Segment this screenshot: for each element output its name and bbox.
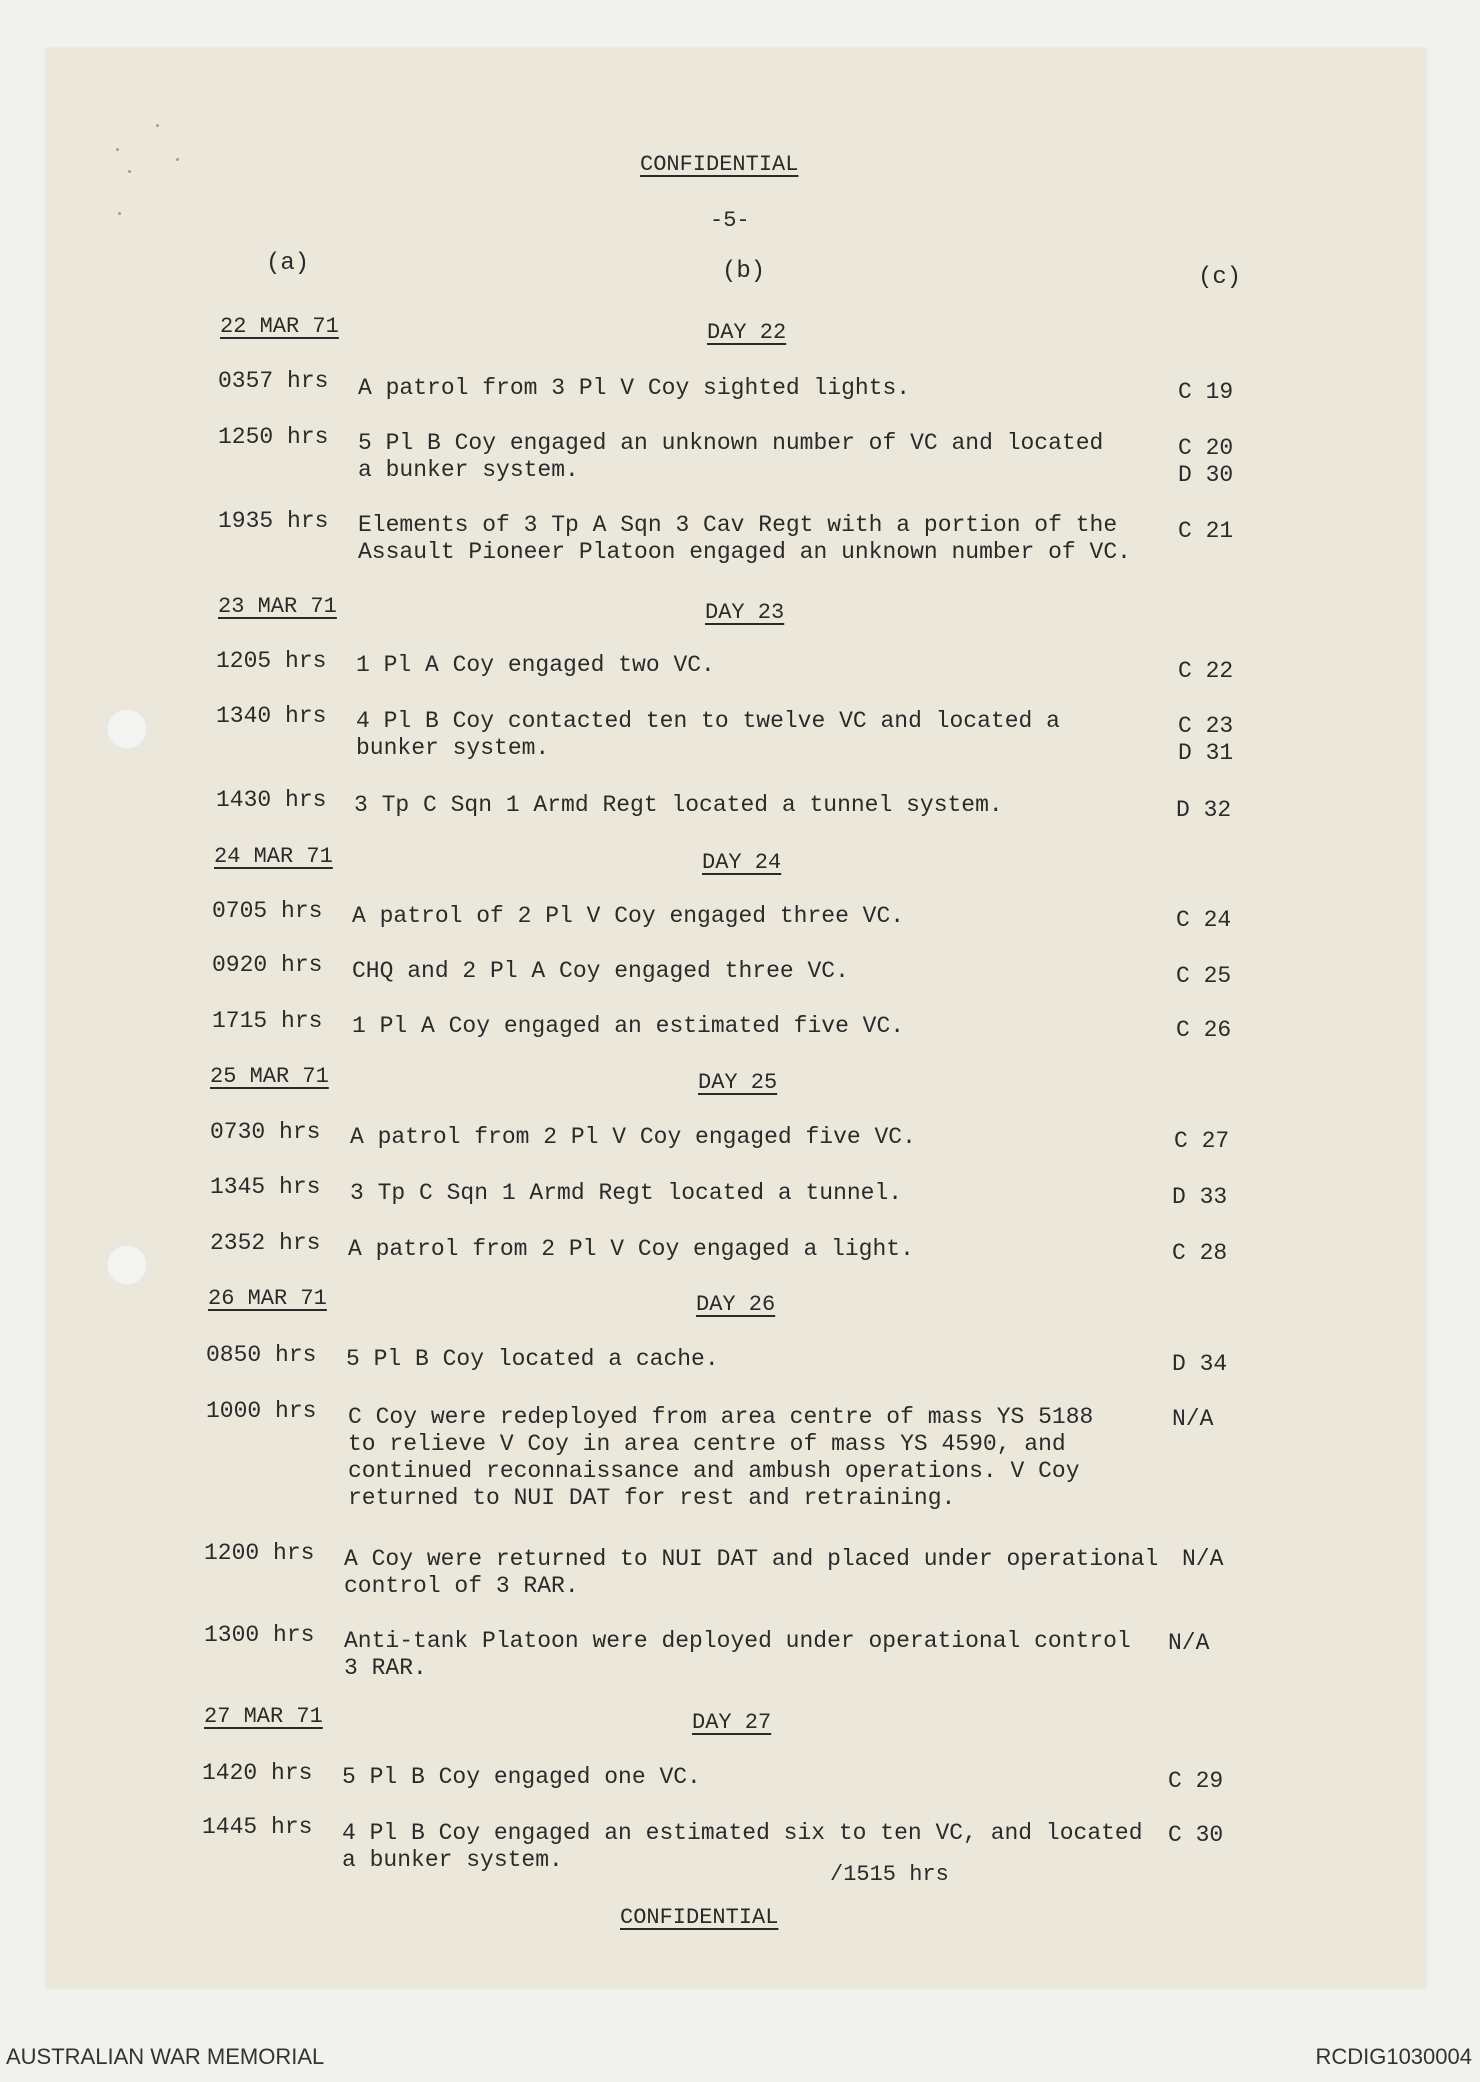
header-classification: CONFIDENTIAL — [640, 152, 799, 177]
entry-time: 0705 hrs — [212, 898, 323, 924]
entry-date: 23 MAR 71 — [218, 594, 337, 619]
entry-text: A patrol from 2 Pl V Coy engaged a light. — [348, 1236, 914, 1262]
entry-time: 1340 hrs — [216, 703, 327, 729]
entry-text: Elements of 3 Tp A Sqn 3 Cav Regt with a portion of the Assault Pioneer Platoon engaged an unknown number of VC. — [358, 512, 1131, 565]
entry-time: 1250 hrs — [218, 424, 329, 450]
entry-text: CHQ and 2 Pl A Coy engaged three VC. — [352, 958, 849, 984]
entry-ref: N/A — [1168, 1630, 1210, 1656]
entry-date: 22 MAR 71 — [220, 314, 339, 339]
entry-time: 1430 hrs — [216, 787, 327, 813]
entry-ref: D 33 — [1172, 1184, 1228, 1210]
entry-time: 1420 hrs — [202, 1760, 313, 1786]
entry-text: 3 Tp C Sqn 1 Armd Regt located a tunnel system. — [354, 792, 1003, 818]
entry-text: Anti-tank Platoon were deployed under operational control 3 RAR. — [344, 1628, 1131, 1681]
punch-hole — [106, 708, 148, 750]
footer-classification: CONFIDENTIAL — [620, 1905, 779, 1930]
entry-date: 27 MAR 71 — [204, 1704, 323, 1729]
entry-time: 1200 hrs — [204, 1540, 315, 1566]
archive-id: RCDIG1030004 — [1315, 2044, 1472, 2069]
entry-text: 3 Tp C Sqn 1 Armd Regt located a tunnel. — [350, 1180, 903, 1206]
entry-text: 4 Pl B Coy engaged an estimated six to ten VC, and located a bunker system. — [342, 1820, 1143, 1873]
entry-time: 0920 hrs — [212, 952, 323, 978]
entry-text: C Coy were redeployed from area centre of mass YS 5188 to relieve V Coy in area centre of mass YS 4590, and continued reconnaissance and ambush operations. V Coy returned to NUI DAT for rest and retraining. — [348, 1404, 1094, 1511]
paper-speck — [156, 124, 159, 127]
entry-time: 1300 hrs — [204, 1622, 315, 1648]
entry-time: 1345 hrs — [210, 1174, 321, 1200]
entry-text: A Coy were returned to NUI DAT and placed under operational control of 3 RAR. — [344, 1546, 1159, 1599]
entry-day: DAY 23 — [705, 600, 785, 625]
paper-speck — [118, 212, 121, 215]
entry-text: 4 Pl B Coy contacted ten to twelve VC and located a bunker system. — [356, 708, 1060, 761]
entry-day: DAY 22 — [707, 320, 787, 345]
entry-text: 1 Pl A Coy engaged an estimated five VC. — [352, 1013, 905, 1039]
column-header-b: (b) — [722, 258, 766, 285]
entry-time: 0850 hrs — [206, 1342, 317, 1368]
entry-day: DAY 24 — [702, 850, 782, 875]
entry-ref: C 30 — [1168, 1822, 1224, 1848]
entry-day: DAY 25 — [698, 1070, 778, 1095]
entry-day: DAY 27 — [692, 1710, 772, 1735]
paper-speck — [128, 170, 131, 173]
entry-ref: C 28 — [1172, 1240, 1228, 1266]
entry-date: 25 MAR 71 — [210, 1064, 329, 1089]
paper-speck — [116, 148, 119, 151]
entry-ref: D 34 — [1172, 1351, 1228, 1377]
entry-date: 24 MAR 71 — [214, 844, 333, 869]
column-header-a: (a) — [266, 250, 310, 277]
entry-text: A patrol from 3 Pl V Coy sighted lights. — [358, 375, 911, 401]
entry-ref: N/A — [1182, 1546, 1224, 1572]
entry-time: 1445 hrs — [202, 1814, 313, 1840]
punch-hole — [106, 1244, 148, 1286]
entry-ref: C 25 — [1176, 963, 1232, 989]
entry-ref: C 21 — [1178, 518, 1234, 544]
entry-time: 1000 hrs — [206, 1398, 317, 1424]
entry-time: 1205 hrs — [216, 648, 327, 674]
entry-time: 2352 hrs — [210, 1230, 321, 1256]
entry-date: 26 MAR 71 — [208, 1286, 327, 1311]
paper-speck — [176, 158, 179, 161]
entry-ref: C 29 — [1168, 1768, 1224, 1794]
entry-ref: N/A — [1172, 1406, 1214, 1432]
entry-ref: C 26 — [1176, 1017, 1232, 1043]
entry-text: 5 Pl B Coy engaged one VC. — [342, 1764, 701, 1790]
entry-time: 0357 hrs — [218, 368, 329, 394]
entry-time: 1935 hrs — [218, 508, 329, 534]
entry-text: 5 Pl B Coy located a cache. — [346, 1346, 719, 1372]
entry-ref: C 27 — [1174, 1128, 1230, 1154]
entry-day: DAY 26 — [696, 1292, 776, 1317]
entry-text: 5 Pl B Coy engaged an unknown number of VC and located a bunker system. — [358, 430, 1104, 483]
page-number: -5- — [710, 208, 750, 233]
entry-ref: C 20 D 30 — [1178, 435, 1234, 488]
entry-ref: C 22 — [1178, 658, 1234, 684]
entry-time: 1715 hrs — [212, 1008, 323, 1034]
entry-ref: D 32 — [1176, 797, 1232, 823]
entry-ref: C 23 D 31 — [1178, 713, 1234, 766]
entry-ref: C 24 — [1176, 907, 1232, 933]
entry-text: 1 Pl A Coy engaged two VC. — [356, 652, 715, 678]
archive-caption: AUSTRALIAN WAR MEMORIAL — [6, 2044, 325, 2069]
entry-text: A patrol of 2 Pl V Coy engaged three VC. — [352, 903, 905, 929]
entry-ref: C 19 — [1178, 379, 1234, 405]
continuation-marker: /1515 hrs — [830, 1862, 949, 1887]
column-header-c: (c) — [1198, 264, 1242, 291]
entry-time: 0730 hrs — [210, 1119, 321, 1145]
entry-text: A patrol from 2 Pl V Coy engaged five VC. — [350, 1124, 916, 1150]
